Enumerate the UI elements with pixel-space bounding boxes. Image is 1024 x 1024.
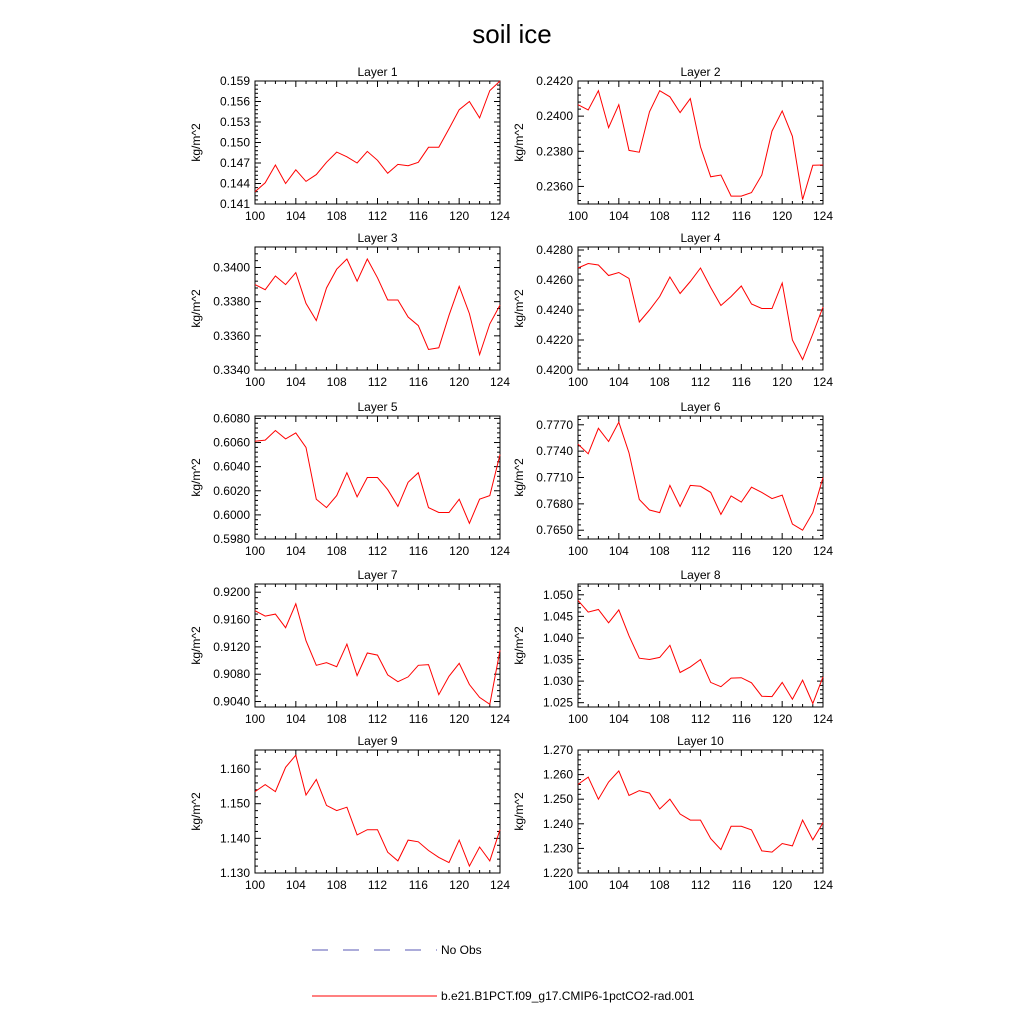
x-tick-label: 100 xyxy=(567,209,589,223)
panel-layer-7 xyxy=(189,568,510,726)
panel-title: Layer 8 xyxy=(680,568,721,582)
y-tick-label: 0.150 xyxy=(219,135,250,150)
y-tick-label: 0.6060 xyxy=(213,435,250,450)
x-tick-label: 104 xyxy=(285,712,306,726)
x-tick-label: 104 xyxy=(285,209,306,223)
x-tick-label: 120 xyxy=(772,712,793,726)
y-tick-label: 0.141 xyxy=(219,197,250,211)
y-tick-label: 1.040 xyxy=(542,630,573,645)
x-tick-label: 124 xyxy=(489,209,511,223)
x-tick-label: 100 xyxy=(567,878,589,892)
panel-title: Layer 10 xyxy=(677,734,724,748)
x-tick-label: 116 xyxy=(731,878,751,892)
x-tick-label: 116 xyxy=(408,544,428,558)
x-tick-label: 104 xyxy=(608,209,629,223)
series-line xyxy=(578,771,823,852)
y-tick-label: 0.3340 xyxy=(213,363,250,377)
x-tick-label: 104 xyxy=(285,544,306,558)
x-tick-label: 116 xyxy=(408,375,428,389)
x-tick-label: 112 xyxy=(690,878,711,892)
y-tick-label: 0.9160 xyxy=(213,612,250,627)
x-tick-label: 108 xyxy=(326,544,347,558)
y-axis-label: kg/m^2 xyxy=(512,458,526,497)
plot-frame xyxy=(255,81,500,204)
x-tick-label: 124 xyxy=(489,544,511,558)
panel-grid xyxy=(189,65,833,892)
panel-title: Layer 9 xyxy=(357,734,398,748)
x-tick-label: 100 xyxy=(567,712,589,726)
x-tick-label: 124 xyxy=(489,712,511,726)
x-tick-label: 124 xyxy=(489,375,511,389)
y-axis-label: kg/m^2 xyxy=(189,626,203,665)
x-tick-label: 112 xyxy=(367,712,388,726)
y-tick-label: 1.230 xyxy=(542,841,573,856)
y-tick-label: 1.250 xyxy=(542,792,573,807)
panel-title: Layer 5 xyxy=(357,400,398,414)
x-tick-label: 112 xyxy=(367,209,388,223)
y-axis-label: kg/m^2 xyxy=(512,626,526,665)
x-tick-label: 112 xyxy=(690,712,711,726)
x-tick-label: 112 xyxy=(367,544,388,558)
y-tick-label: 1.240 xyxy=(542,816,573,831)
panel-layer-9 xyxy=(189,734,510,892)
x-tick-label: 112 xyxy=(690,544,711,558)
y-axis-label: kg/m^2 xyxy=(512,123,526,162)
y-axis-label: kg/m^2 xyxy=(189,792,203,831)
y-axis-label: kg/m^2 xyxy=(512,289,526,328)
y-tick-label: 0.156 xyxy=(219,94,250,109)
y-tick-label: 1.260 xyxy=(542,767,573,782)
x-tick-label: 120 xyxy=(449,375,470,389)
plot-frame xyxy=(578,416,823,539)
x-tick-label: 112 xyxy=(367,375,388,389)
plot-frame xyxy=(255,584,500,707)
y-tick-label: 0.144 xyxy=(219,176,250,191)
series-line xyxy=(578,600,823,703)
y-tick-label: 0.3400 xyxy=(213,260,250,275)
series-line xyxy=(255,755,500,866)
y-tick-label: 1.130 xyxy=(219,866,250,880)
x-tick-label: 108 xyxy=(326,878,347,892)
x-tick-label: 116 xyxy=(731,712,751,726)
y-tick-label: 1.050 xyxy=(542,587,573,602)
y-tick-label: 1.270 xyxy=(542,743,573,757)
x-tick-label: 104 xyxy=(285,375,306,389)
panel-layer-4 xyxy=(512,231,833,389)
y-tick-label: 0.4200 xyxy=(536,363,573,377)
x-tick-label: 112 xyxy=(690,375,711,389)
x-tick-label: 112 xyxy=(690,209,711,223)
y-tick-label: 1.150 xyxy=(219,796,250,811)
x-tick-label: 124 xyxy=(812,712,834,726)
y-tick-label: 1.045 xyxy=(542,609,573,624)
y-tick-label: 0.6000 xyxy=(213,507,250,522)
y-tick-label: 0.9040 xyxy=(213,694,250,709)
figure-title: soil ice xyxy=(472,19,552,49)
panel-title: Layer 1 xyxy=(357,65,398,79)
x-tick-label: 108 xyxy=(649,209,670,223)
x-tick-label: 112 xyxy=(367,878,388,892)
panel-layer-6 xyxy=(512,400,833,558)
x-tick-label: 108 xyxy=(649,878,670,892)
x-tick-label: 100 xyxy=(567,375,589,389)
legend-label: b.e21.B1PCT.f09_g17.CMIP6-1pctCO2-rad.001 xyxy=(441,989,695,1003)
x-tick-label: 108 xyxy=(649,375,670,389)
y-tick-label: 0.4240 xyxy=(536,303,573,317)
panel-layer-3 xyxy=(189,231,510,389)
y-tick-label: 1.030 xyxy=(542,674,573,689)
y-tick-label: 0.4280 xyxy=(536,243,573,257)
plot-frame xyxy=(255,750,500,873)
y-tick-label: 0.9120 xyxy=(213,639,250,654)
x-tick-label: 104 xyxy=(608,712,629,726)
x-tick-label: 116 xyxy=(408,878,428,892)
y-tick-label: 0.4260 xyxy=(536,273,573,287)
series-line xyxy=(255,431,500,524)
panel-title: Layer 7 xyxy=(357,568,398,582)
y-tick-label: 0.6020 xyxy=(213,483,250,498)
x-tick-label: 120 xyxy=(449,878,470,892)
y-tick-label: 0.7740 xyxy=(536,444,573,459)
x-tick-label: 124 xyxy=(489,878,511,892)
y-tick-label: 0.7710 xyxy=(536,470,573,485)
y-tick-label: 1.035 xyxy=(542,652,573,667)
plot-frame xyxy=(578,247,823,370)
plot-frame xyxy=(255,247,500,370)
plot-frame xyxy=(578,81,823,204)
y-tick-label: 0.147 xyxy=(219,156,250,170)
x-tick-label: 100 xyxy=(244,375,266,389)
x-tick-label: 116 xyxy=(731,544,751,558)
x-tick-label: 100 xyxy=(244,544,266,558)
y-tick-label: 0.3380 xyxy=(213,294,250,309)
series-line xyxy=(578,91,823,200)
x-tick-label: 116 xyxy=(731,375,751,389)
y-tick-label: 0.9200 xyxy=(213,585,250,600)
x-tick-label: 124 xyxy=(812,878,834,892)
x-tick-label: 116 xyxy=(408,209,428,223)
x-tick-label: 104 xyxy=(285,878,306,892)
y-tick-label: 0.3360 xyxy=(213,328,250,343)
x-tick-label: 124 xyxy=(812,209,834,223)
series-line xyxy=(578,264,823,360)
x-tick-label: 104 xyxy=(608,544,629,558)
x-tick-label: 120 xyxy=(772,209,793,223)
y-tick-label: 0.2380 xyxy=(536,144,573,159)
legend-label: No Obs xyxy=(441,943,482,957)
x-tick-label: 104 xyxy=(608,375,629,389)
x-tick-label: 108 xyxy=(326,712,347,726)
y-tick-label: 0.2360 xyxy=(536,179,573,194)
y-axis-label: kg/m^2 xyxy=(189,458,203,497)
x-tick-label: 124 xyxy=(812,544,834,558)
y-tick-label: 0.2400 xyxy=(536,109,573,124)
y-tick-label: 1.025 xyxy=(542,695,573,710)
panel-layer-1 xyxy=(189,65,510,223)
y-tick-label: 0.6040 xyxy=(213,459,250,474)
series-line xyxy=(255,81,500,192)
series-line xyxy=(255,604,500,705)
panel-title: Layer 4 xyxy=(680,231,721,245)
y-tick-label: 0.7650 xyxy=(536,523,573,538)
x-tick-label: 108 xyxy=(649,712,670,726)
x-tick-label: 120 xyxy=(772,878,793,892)
series-line xyxy=(578,422,823,530)
plot-frame xyxy=(578,750,823,873)
y-axis-label: kg/m^2 xyxy=(189,289,203,328)
x-tick-label: 108 xyxy=(649,544,670,558)
x-tick-label: 120 xyxy=(772,544,793,558)
x-tick-label: 116 xyxy=(408,712,428,726)
panel-layer-8 xyxy=(512,568,833,726)
y-axis-label: kg/m^2 xyxy=(512,792,526,831)
panel-title: Layer 6 xyxy=(680,400,721,414)
x-tick-label: 108 xyxy=(326,209,347,223)
panel-layer-5 xyxy=(189,400,510,558)
panel-title: Layer 3 xyxy=(357,231,398,245)
x-tick-label: 100 xyxy=(244,712,266,726)
y-tick-label: 1.220 xyxy=(542,866,573,880)
y-tick-label: 0.159 xyxy=(219,74,250,88)
y-tick-label: 0.153 xyxy=(219,115,250,129)
y-tick-label: 0.7770 xyxy=(536,417,573,432)
panel-layer-10 xyxy=(512,734,833,892)
x-tick-label: 120 xyxy=(449,712,470,726)
panel-layer-2 xyxy=(512,65,833,223)
legend xyxy=(312,943,695,1003)
x-tick-label: 120 xyxy=(449,209,470,223)
y-tick-label: 1.160 xyxy=(219,762,250,777)
y-tick-label: 0.9080 xyxy=(213,667,250,682)
y-tick-label: 0.6080 xyxy=(213,411,250,426)
y-tick-label: 1.140 xyxy=(219,831,250,846)
x-tick-label: 100 xyxy=(567,544,589,558)
y-tick-label: 0.4220 xyxy=(536,333,573,347)
x-tick-label: 100 xyxy=(244,878,266,892)
x-tick-label: 100 xyxy=(244,209,266,223)
x-tick-label: 116 xyxy=(731,209,751,223)
x-tick-label: 120 xyxy=(449,544,470,558)
panel-title: Layer 2 xyxy=(680,65,721,79)
series-line xyxy=(255,259,500,355)
y-tick-label: 0.2420 xyxy=(536,74,573,88)
x-tick-label: 108 xyxy=(326,375,347,389)
y-tick-label: 0.7680 xyxy=(536,496,573,511)
x-tick-label: 104 xyxy=(608,878,629,892)
x-tick-label: 120 xyxy=(772,375,793,389)
y-tick-label: 0.5980 xyxy=(213,532,250,546)
y-axis-label: kg/m^2 xyxy=(189,123,203,162)
x-tick-label: 124 xyxy=(812,375,834,389)
